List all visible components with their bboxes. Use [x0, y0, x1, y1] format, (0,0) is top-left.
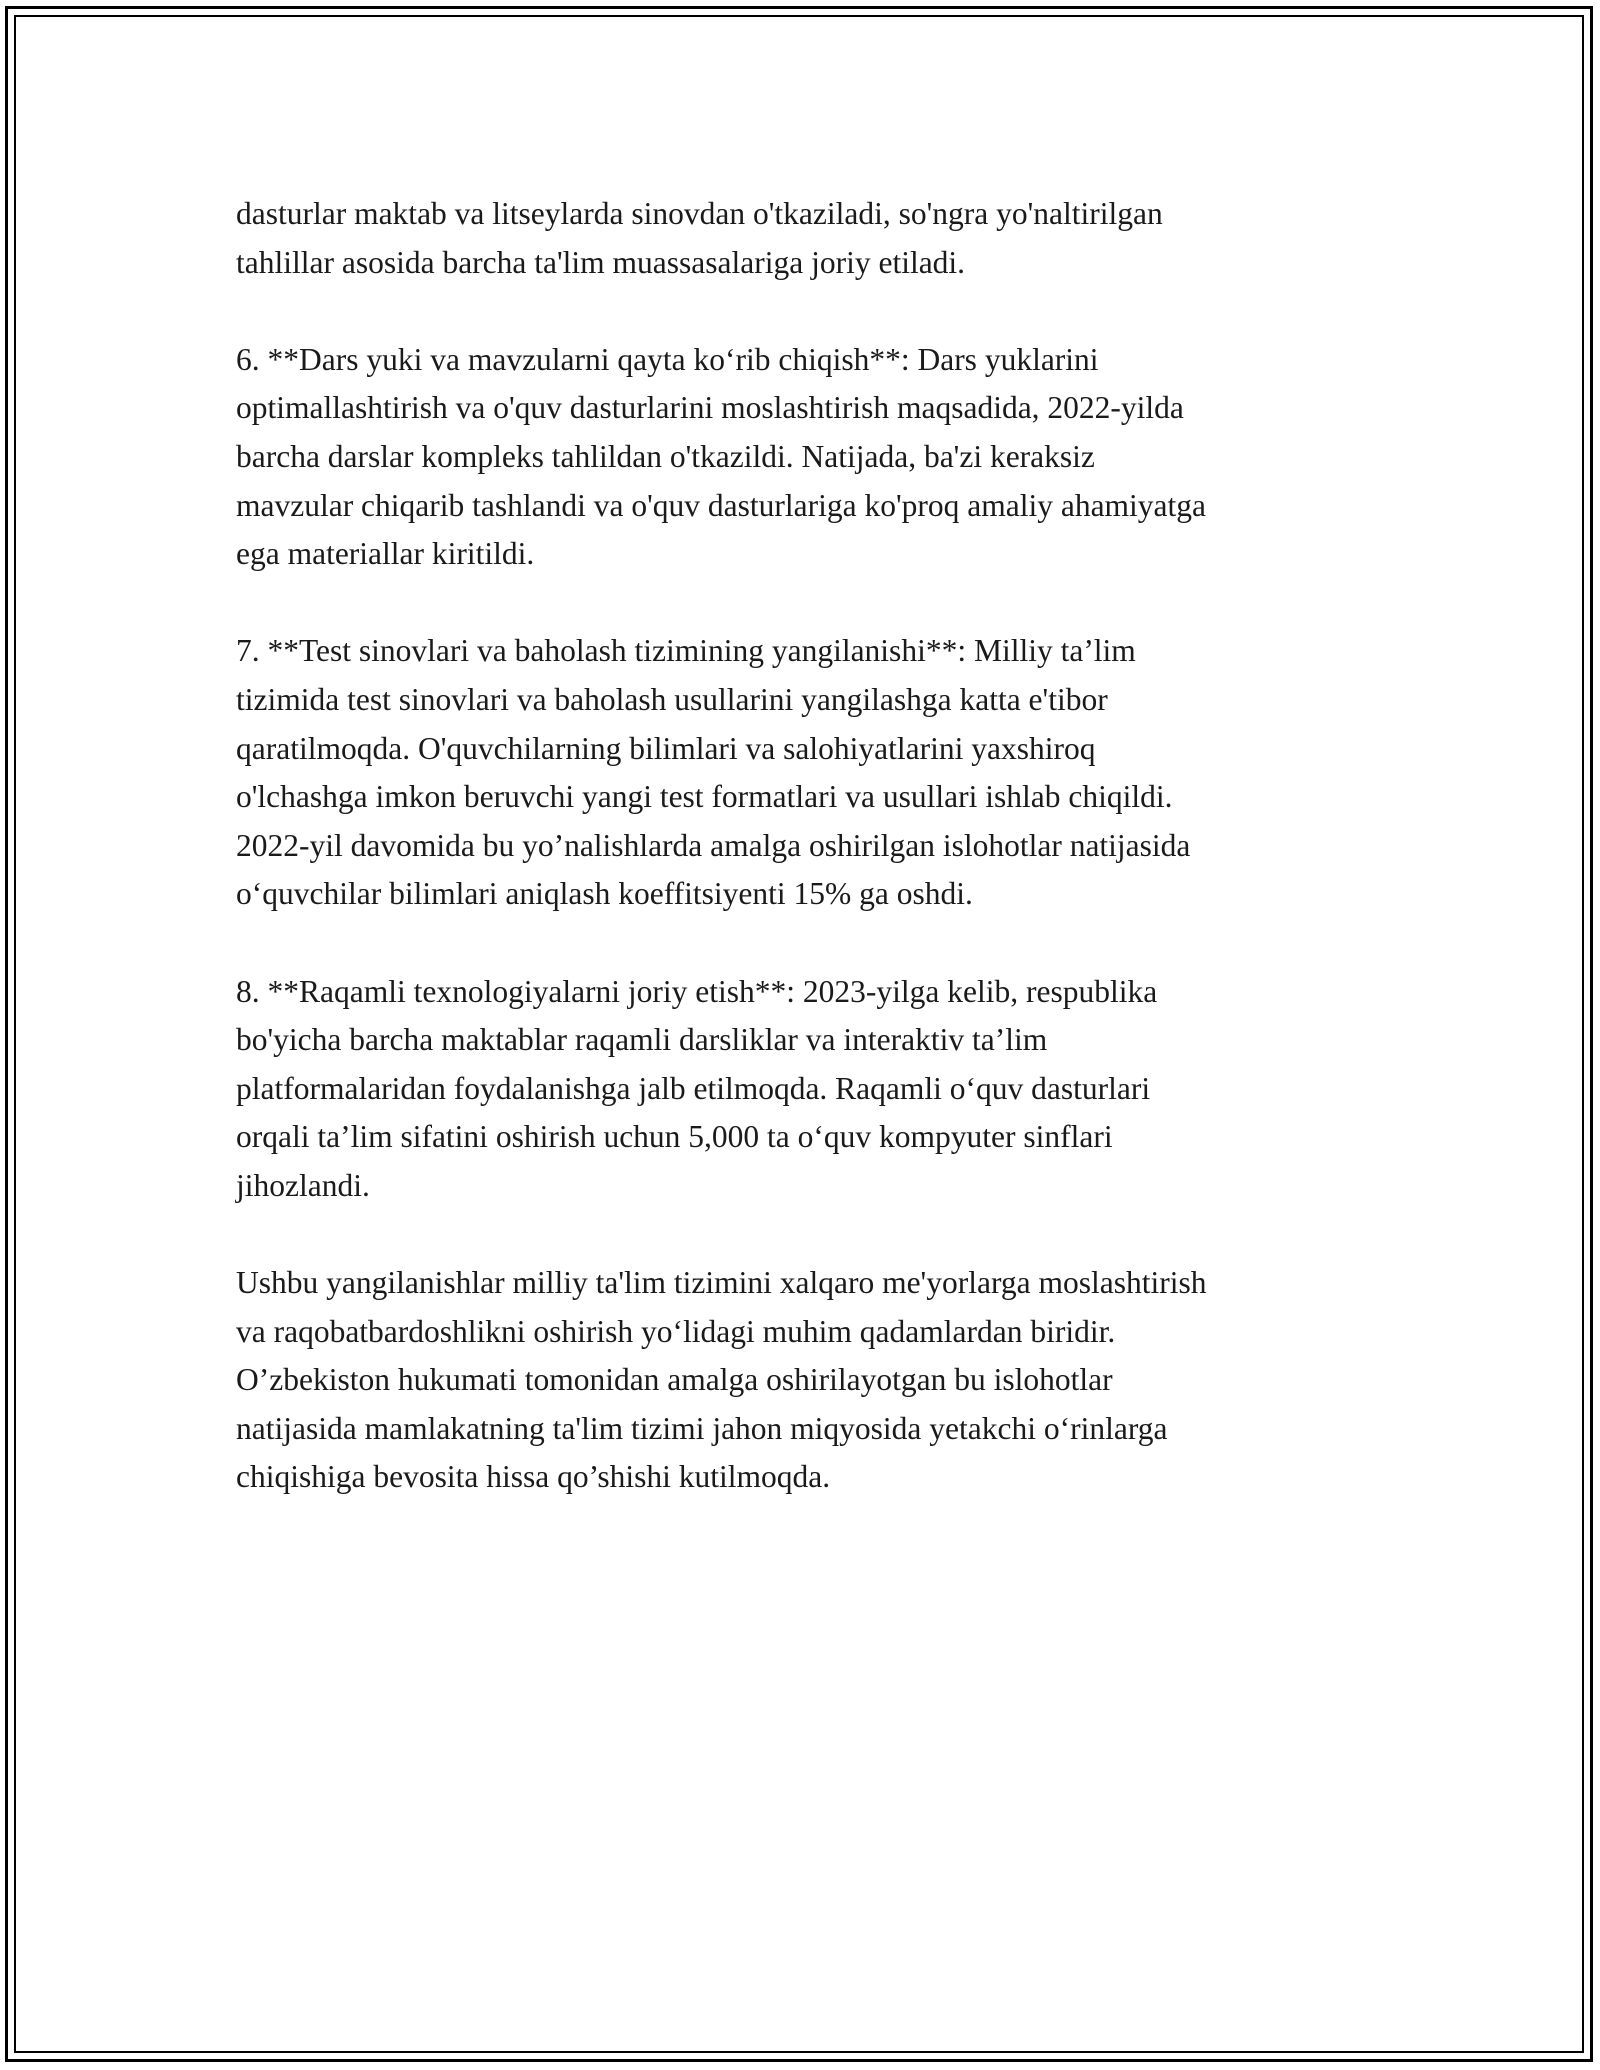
paragraph-intro-continuation: dasturlar maktab va litseylarda sinovdan o'tkaziladi, so'ngra yo'naltirilgan tahlillar asosida barcha ta'lim muassasalariga joriy etiladi. — [236, 196, 1163, 280]
document-body — [236, 190, 1406, 1551]
paragraph-item-8: 8. **Raqamli texnologiyalarni joriy etish**: 2023-yilga kelib, respublika bo'yicha barcha maktablar raqamli darsliklar va interaktiv ta’lim platformalaridan foydalanishga jalb etilmoqda. Raqamli o‘quv dasturlari orqali ta’lim sifatini oshirish uchun 5,000 ta o‘quv kompyuter sinflari jihozlandi. — [236, 973, 1158, 1203]
paragraph-item-6: 6. **Dars yuki va mavzularni qayta ko‘rib chiqish**: Dars yuklarini optimallashtirish va o'quv dasturlarini moslashtirish maqsadida, 2022-yilda barcha darslar kompleks tahlildan o'tkazildi. Natijada, ba'zi keraksiz mavzular chiqarib tashlandi va o'quv dasturlariga ko'proq amaliy ahamiyatga ega materiallar kiritildi. — [236, 341, 1207, 572]
paragraph-conclusion: Ushbu yangilanishlar milliy ta'lim tizimini xalqaro me'yorlarga moslashtirish va raqobatbardoshlikni oshirish yo‘lidagi muhim qadamlardan biridir. O’zbekiston hukumati tomonidan amalga oshirilayotgan bu islohotlar natijasida mamlakatning ta'lim tizimi jahon miqyosida yetakchi o‘rinlarga chiqishiga bevosita hissa qo’shishi kutilmoqda. — [236, 1265, 1207, 1495]
paragraph-item-7: 7. **Test sinovlari va baholash tizimining yangilanishi**: Milliy ta’lim tizimida test sinovlari va baholash usullarini yangilashga katta e'tibor qaratilmoqda. O'quvchilarning bilimlari va salohiyatlarini yaxshiroq o'lchashga imkon beruvchi yangi test formatlari va usullari ishlab chiqildi. 2022-yil davomida bu yo’nalishlarda amalga oshirilgan islohotlar natijasida o‘quvchilar bilimlari aniqlash koeffitsiyenti 15% ga oshdi. — [236, 633, 1191, 912]
